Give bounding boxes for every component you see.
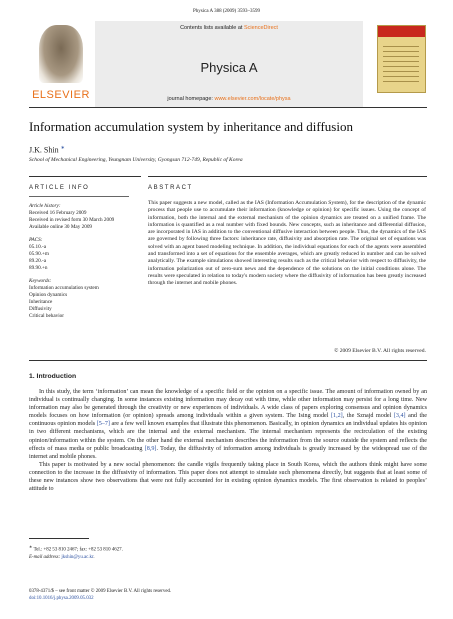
- article-info-heading: ARTICLE INFO: [29, 185, 90, 191]
- contents-prefix: Contents lists available at: [180, 25, 244, 31]
- pacs-label: PACS:: [29, 237, 43, 243]
- homepage-line: [95, 96, 363, 102]
- article-info: [29, 185, 141, 320]
- doi-link[interactable]: doi:10.1016/j.physa.2009.05.032: [29, 596, 94, 601]
- keyword: Diffusivity: [29, 306, 52, 312]
- author-line: [29, 145, 65, 155]
- history-item: Available online 30 May 2009: [29, 224, 93, 230]
- email-label: E-mail address:: [29, 554, 62, 560]
- pacs-code: 89.90.+n: [29, 265, 48, 271]
- publisher-wordmark: ELSEVIER: [32, 89, 90, 101]
- issn-line: 0378-4371/$ – see front matter © 2009 Elsevier B.V. All rights reserved.: [29, 589, 172, 594]
- author-footnote: [29, 543, 427, 561]
- info-rule: [29, 176, 141, 177]
- citation-link[interactable]: [8,9]: [144, 445, 157, 452]
- history-label: Article history:: [29, 203, 61, 209]
- footnote-tel: Tel.: +82 53 810 2467; fax: +82 53 810 4627.: [33, 547, 123, 553]
- author-footnote-marker[interactable]: ∗: [60, 146, 65, 151]
- homepage-prefix: journal homepage:: [167, 96, 215, 102]
- footnote-contact: [29, 543, 427, 554]
- masthead-rule: [29, 107, 427, 108]
- cover-text-lines: [383, 46, 419, 84]
- journal-banner: [95, 21, 363, 107]
- journal-citation: Physica A 388 (2009) 3593–3599: [193, 9, 260, 14]
- masthead: [29, 21, 427, 107]
- history-item: Received in revised form 30 March 2009: [29, 217, 115, 223]
- keyword: Information accumulation system: [29, 285, 99, 291]
- journal-title: Physica A: [200, 60, 258, 75]
- publisher-logo: [29, 21, 93, 107]
- paragraph: [29, 388, 427, 461]
- citation-link[interactable]: [5–7]: [96, 421, 110, 428]
- abstract-heading: ABSTRACT: [148, 185, 193, 191]
- introduction-body: [29, 388, 427, 493]
- copyright-notice: © 2009 Elsevier B.V. All rights reserved.: [334, 348, 426, 354]
- abstract-rule: [148, 176, 427, 177]
- sciencedirect-link[interactable]: ScienceDirect: [243, 25, 278, 31]
- section-heading-introduction: 1. Introduction: [29, 373, 77, 380]
- paragraph-text: . Today, the diffusivity of information among individuals is greatly increased by the widespread use of the internet and mobile phones.: [29, 445, 427, 460]
- footnote-rule: [29, 538, 89, 539]
- keyword: Inheritance: [29, 299, 53, 305]
- email-suffix: .: [93, 554, 95, 560]
- paragraph-text: and the continuous opinion models: [29, 413, 427, 428]
- email-link[interactable]: jkshin@yu.ac.kr: [61, 554, 94, 560]
- author-name: J.K. Shin: [29, 145, 59, 155]
- pacs-code: 05.10.-a: [29, 244, 46, 250]
- paragraph-text: In this study, the term ‘information’ can mean the knowledge of a specific field or the opinion on a specific issue. The amount of information owned by an individual is continually changing. In some instances existing information may decay out with time, while other information may persist for a long time. New information may also be generated through the creativity or new experiences of individuals. A wide class of papers exploring consensus and opinion dynamics models focuses on how information (or opinion) spreads among individuals within a given system. The Ising model: [29, 389, 427, 420]
- contents-line: [95, 25, 363, 31]
- homepage-link[interactable]: www.elsevier.com/locate/physa: [214, 96, 291, 102]
- article-info-divider: [29, 196, 129, 197]
- article-title: Information accumulation system by inheritance and diffusion: [29, 119, 353, 134]
- paragraph-text: , the Sznajd model: [342, 413, 394, 420]
- cover-band: [378, 26, 425, 37]
- keyword: Opinion dynamics: [29, 292, 68, 298]
- publisher-tree-icon: [39, 25, 83, 83]
- history-item: Received 16 February 2009: [29, 210, 87, 216]
- abstract-text: This paper suggests a new model, called as the IAS (Information Accumulation System), for the description of the dynamic process that people use to accumulate their information (knowledge or opinion) for specific issues. Using the concept of information, both the internal and the external mechanism of the opinion dynamics are treated on a unified frame. The information is quantified as a real number with fixed bounds. New concepts, such as inheritance and differential diffusion, are incorporated in IAS in addition to the conventional diffusive interaction between people. Thus, the dynamics of the IAS are governed by following three factors: inheritance rate, diffusivity and absorption rate. The original set of equations was solved with an agent based modeling technique. In addition, the individual equations for each of the agents were assembled and transformed into a set of equations for the ensemble averages, which are greatly reduced in number and can be solved analytically. The example simulations showed interesting results such as the critical behavior with respect to diffusivity, the information polarization out of zero-sum news and the dependence of the solutions on the initial conditions alone. The results were speculated in relation to today's modern society where the diffusivity of information has been greatly increased through the internet and mobile phones.: [148, 200, 426, 287]
- issn-block: [29, 588, 427, 602]
- pacs-code: 89.20.-a: [29, 258, 46, 264]
- footnote-email-line: [29, 554, 427, 561]
- paragraph-text: are a few well known examples that illustrate this phenomenon. Basically, in opinion dynamics an individual updates his opinion in two different mechanisms, which are the internal and the external mechanism. The internal mechanism represents the recirculation of the existing opinion/information within the system. On the other hand the external mechanism describes the information from the source outside the system and reflects the effects of mass media or public broadcasting: [29, 421, 427, 452]
- citation-link[interactable]: [3,4]: [393, 413, 406, 420]
- affiliation: School of Mechanical Engineering, Yeungnam University, Gyongsan 712-749, Republic of Korea: [29, 157, 243, 163]
- footnote-marker: ∗: [29, 544, 33, 549]
- keywords-label: Keywords:: [29, 278, 52, 284]
- abstract-bottom-rule: [29, 360, 427, 361]
- citation-link[interactable]: [1,2]: [331, 413, 343, 420]
- journal-cover-thumbnail: [377, 25, 426, 93]
- pacs-code: 05.90.+m: [29, 251, 49, 257]
- keyword: Critical behavior: [29, 313, 65, 319]
- paragraph: This paper is motivated by a new social phenomenon: the candle vigils frequently taking place in South Korea, which the authors think might have some connection to the increase in the diffusivity of information. This paper does not attempt to simulate such phenomena directly, but suggests that at least some of these new instances show two observations that were not fully accounted for in existing opinion dynamics models. The first observation is related to peoples’ attitude to: [29, 461, 427, 493]
